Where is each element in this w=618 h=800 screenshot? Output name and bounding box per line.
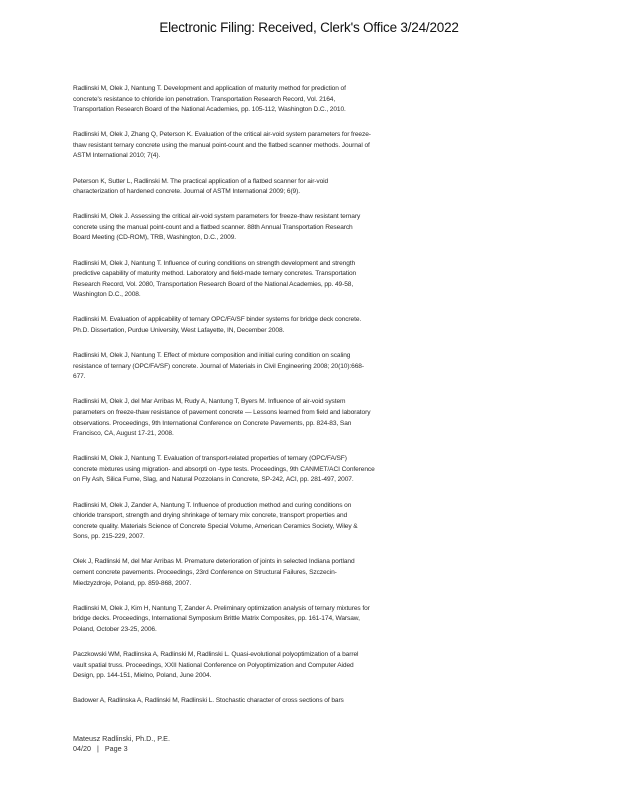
reference-line: concrete mixtures using migration- and absorpti on -type tests. Proceedings, 9th CANMET/ACI Conference (73, 465, 375, 473)
page-footer (73, 734, 170, 754)
reference-line: parameters on freeze-thaw resistance of pavement concrete — Lessons learned from field and laboratory (73, 408, 371, 416)
reference-line: observations. Proceedings, 9th International Conference on Concrete Pavements, pp. 824-83, San (73, 419, 352, 427)
reference-entry (73, 212, 473, 244)
reference-line: Radlinski M, Olek J. Assessing the critical air-void system parameters for freeze-thaw resistant ternary (73, 213, 361, 221)
reference-line: cement concrete pavements. Proceedings, 23rd Conference on Structural Failures, Szczecin- (73, 569, 337, 576)
reference-entry (73, 501, 473, 543)
reference-line: Board Meeting (CD-ROM), TRB, Washington, D.C., 2009. (73, 234, 236, 242)
reference-line: concrete's resistance to chloride ion penetration. Transportation Research Record, Vol. 2164, (73, 95, 336, 103)
footer-date: 04/20 (73, 744, 91, 753)
footer-page-number: Page 3 (104, 744, 128, 753)
reference-entry (73, 351, 473, 383)
reference-line: concrete using the manual point-count and a flatbed scanner. 88th Annual Transportation Research (73, 223, 353, 231)
reference-line: Olek J, Radlinski M, del Mar Arribas M. Premature deterioration of joints in selected Indiana portland (73, 558, 355, 566)
filing-stamp: Electronic Filing: Received, Clerk's Office 3/24/2022 (159, 20, 459, 35)
reference-line: Poland, October 23-25, 2006. (73, 625, 157, 633)
reference-line: Radlinski M, Olek J, Kim H, Nantung T, Zander A. Preliminary optimization analysis of ternary mixtures for (73, 604, 370, 612)
reference-line: characterization of hardened concrete. Journal of ASTM International 2009; 6(9). (73, 188, 300, 196)
reference-line: Paczkowski WM, Radlinska A, Radlinski M, Radlinski L. Quasi-evolutional polyoptimization of a barrel (73, 650, 359, 658)
reference-line: Radlinski M, Olek J, Nantung T. Effect of mixture composition and initial curing condition on scaling (73, 352, 351, 360)
reference-line: Radlinski M. Evaluation of applicability of ternary OPC/FA/SF binder systems for bridge deck concrete. (73, 316, 362, 324)
reference-line: bridge decks. Proceedings, International Symposium Brittle Matrix Composites, pp. 161-174, Warsaw, (73, 615, 360, 623)
reference-line: Peterson K, Sutter L, Radlinski M. The practical application of a flatbed scanner for air-void (73, 177, 329, 185)
reference-entry (73, 650, 473, 682)
reference-line: Sons, pp. 215-229, 2007. (73, 533, 145, 541)
reference-line: chloride transport, strength and drying shrinkage of ternary mix concrete, transport properties and (73, 512, 348, 520)
footer-date-page (73, 744, 170, 754)
reference-line: Ph.D. Dissertation, Purdue University, West Lafayette, IN, December 2008. (73, 327, 285, 334)
reference-entry (73, 454, 473, 486)
reference-entry (73, 557, 473, 589)
reference-line: Radlinski M, Olek J, Nantung T. Influence of curing conditions on strength development and strength (73, 259, 356, 267)
reference-line: on Fly Ash, Silica Fume, Slag, and Natural Pozzolans in Concrete, SP-242, ACI, pp. 281-497, 2007. (73, 476, 354, 484)
reference-line: Radlinski M, Olek J, Zander A, Nantung T. Influence of production method and curing conditions on (73, 501, 352, 509)
reference-line: vault spatial truss. Proceedings, XXII National Conference on Polyoptimization and Computer Aided (73, 661, 354, 669)
reference-line: Badower A, Radlinska A, Radlinski M, Radlinski L. Stochastic character of cross sections of bars (73, 697, 344, 705)
reference-line: ASTM International 2010; 7(4). (73, 152, 161, 160)
reference-line: Washington D.C., 2008. (73, 291, 141, 299)
reference-entry (73, 397, 473, 439)
footer-separator: | (97, 744, 99, 753)
reference-line: Miedzyzdroje, Poland, pp. 859-868, 2007. (73, 579, 192, 587)
reference-line: Radlinski M, Olek J, Nantung T. Development and application of maturity method for prediction of (73, 85, 346, 92)
reference-entry (73, 696, 473, 707)
reference-entry (73, 259, 473, 301)
reference-line: predictive capability of maturity method. Laboratory and field-made ternary concretes. Transportation (73, 270, 357, 278)
reference-entry (73, 177, 473, 198)
reference-line: Radlinski M, Olek J, Nantung T. Evaluation of transport-related properties of ternary (OPC/FA/SF) (73, 455, 347, 463)
reference-line: Research Record, Vol. 2080, Transportation Research Board of the National Academies, pp. 49-58, (73, 280, 354, 288)
reference-entry (73, 315, 473, 336)
reference-entry (73, 604, 473, 636)
reference-line: Transportation Research Board of the National Academies, pp. 105-112, Washington D.C., 2010. (73, 106, 346, 114)
reference-line: thaw resistant ternary concrete using the manual point-count and the flatbed scanner methods. Journal of (73, 141, 370, 149)
reference-line: Radlinski M, Olek J, Zhang Q, Peterson K. Evaluation of the critical air-void system parameters for freeze- (73, 131, 371, 139)
reference-line: Francisco, CA, August 17-21, 2008. (73, 430, 174, 438)
reference-line: 677. (73, 373, 86, 381)
reference-entry (73, 130, 473, 162)
reference-line: Design, pp. 144-151, Mielno, Poland, June 2004. (73, 672, 212, 680)
reference-line: resistance of ternary (OPC/FA/SF) concrete. Journal of Materials in Civil Engineering 2008; 20(10):668- (73, 362, 364, 370)
reference-entry (73, 84, 473, 116)
reference-line: concrete quality. Materials Science of Concrete Special Volume, American Ceramics Society, Wiley & (73, 522, 358, 530)
footer-author: Mateusz Radlinski, Ph.D., P.E. (73, 734, 170, 743)
reference-list (73, 84, 473, 721)
reference-line: Radlinski M, Olek J, del Mar Arribas M, Rudy A, Nantung T, Byers M. Influence of air-void system (73, 398, 346, 406)
